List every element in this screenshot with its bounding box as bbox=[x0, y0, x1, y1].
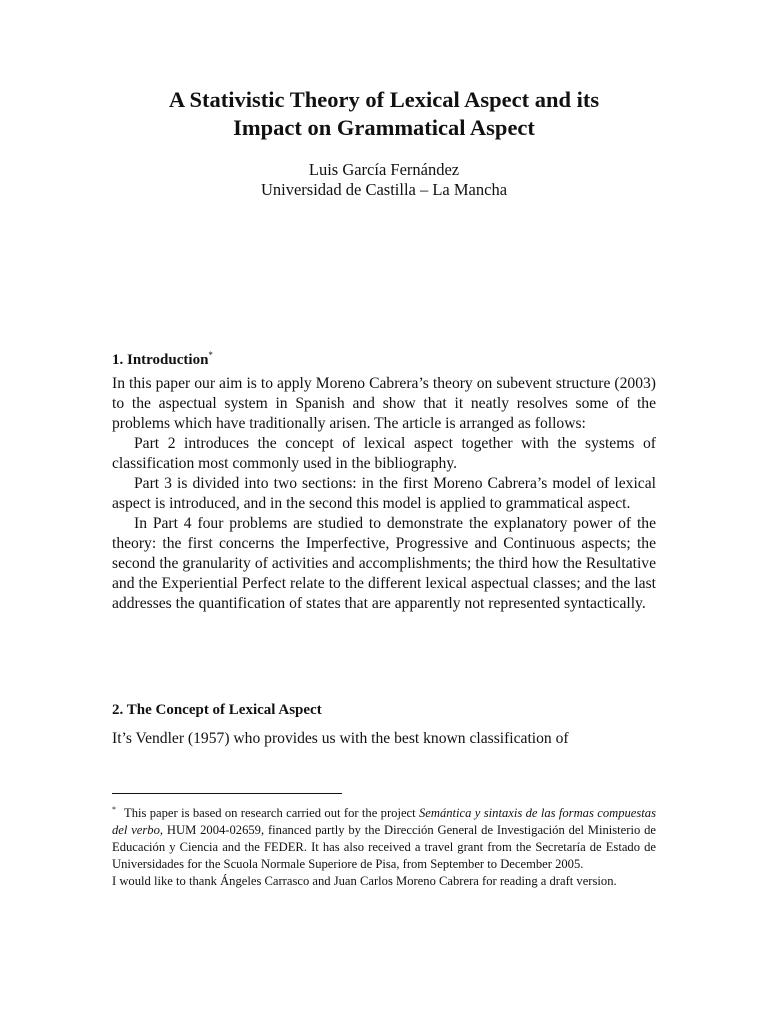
section-2-body bbox=[112, 729, 656, 749]
author-block bbox=[100, 160, 668, 200]
section-2-heading bbox=[112, 700, 322, 720]
section-1-body bbox=[112, 374, 656, 614]
footnote-project-title: Semántica y sintaxis de las formas compuestas del verbo, bbox=[112, 806, 656, 837]
section-2-heading-text: 2. The Concept of Lexical Aspect bbox=[112, 702, 322, 718]
footnote-1 bbox=[112, 801, 656, 873]
author-affiliation: Universidad de Castilla – La Mancha bbox=[260, 180, 508, 199]
footnotes bbox=[112, 801, 656, 890]
section-1-heading bbox=[112, 345, 213, 370]
author-name: Luis García Fernández bbox=[308, 160, 460, 179]
footnote-acknowledgement: I would like to thank Ángeles Carrasco and Juan Carlos Moreno Cabrera for reading a draft version. bbox=[112, 874, 617, 888]
paragraph-3: Part 3 is divided into two sections: in the first Moreno Cabrera’s model of lexical aspect is introduced, and in the second this model is applied to grammatical aspect. bbox=[112, 475, 656, 512]
paper-title-line-1: A Stativistic Theory of Lexical Aspect and its bbox=[168, 87, 600, 112]
footnote-reference-mark: * bbox=[208, 350, 213, 360]
paper-title-line-2: Impact on Grammatical Aspect bbox=[233, 115, 535, 140]
paragraph-1: In this paper our aim is to apply Moreno Cabrera’s theory on subevent structure (2003) to the aspectual system in Spanish and show that it neatly resolves some of the problems which have traditionally arisen. The article is arranged as follows: bbox=[112, 375, 656, 432]
footnote-text-b: HUM 2004-02659, financed partly by the Dirección General de Investigación del Ministerio de Educación y Ciencia and the FEDER. It has also received a travel grant from the Secretaría de Estado de Universidades for the Scuola Normale Superiore de Pisa, from September to December 2005. bbox=[112, 823, 656, 871]
paragraph-4: In Part 4 four problems are studied to demonstrate the explanatory power of the theory: the first concerns the Imperfective, Progressive and Continuous aspects; the second the granularity of activities and accomplishments; the third how the Resultative and the Experiential Perfect relate to the different lexical aspectual classes; and the last addresses the quantification of states that are apparently not represented syntactically. bbox=[112, 515, 656, 612]
paragraph-2: Part 2 introduces the concept of lexical aspect together with the systems of classification most commonly used in the bibliography. bbox=[112, 435, 656, 472]
footnote-text-a: This paper is based on research carried out for the project bbox=[124, 806, 419, 820]
section-2-paragraph: It’s Vendler (1957) who provides us with the best known classification of bbox=[112, 730, 569, 747]
footnote-mark: * bbox=[112, 805, 116, 814]
section-1-heading-text: 1. Introduction bbox=[112, 352, 209, 368]
footnote-divider bbox=[112, 793, 342, 794]
paper-title bbox=[100, 86, 668, 142]
